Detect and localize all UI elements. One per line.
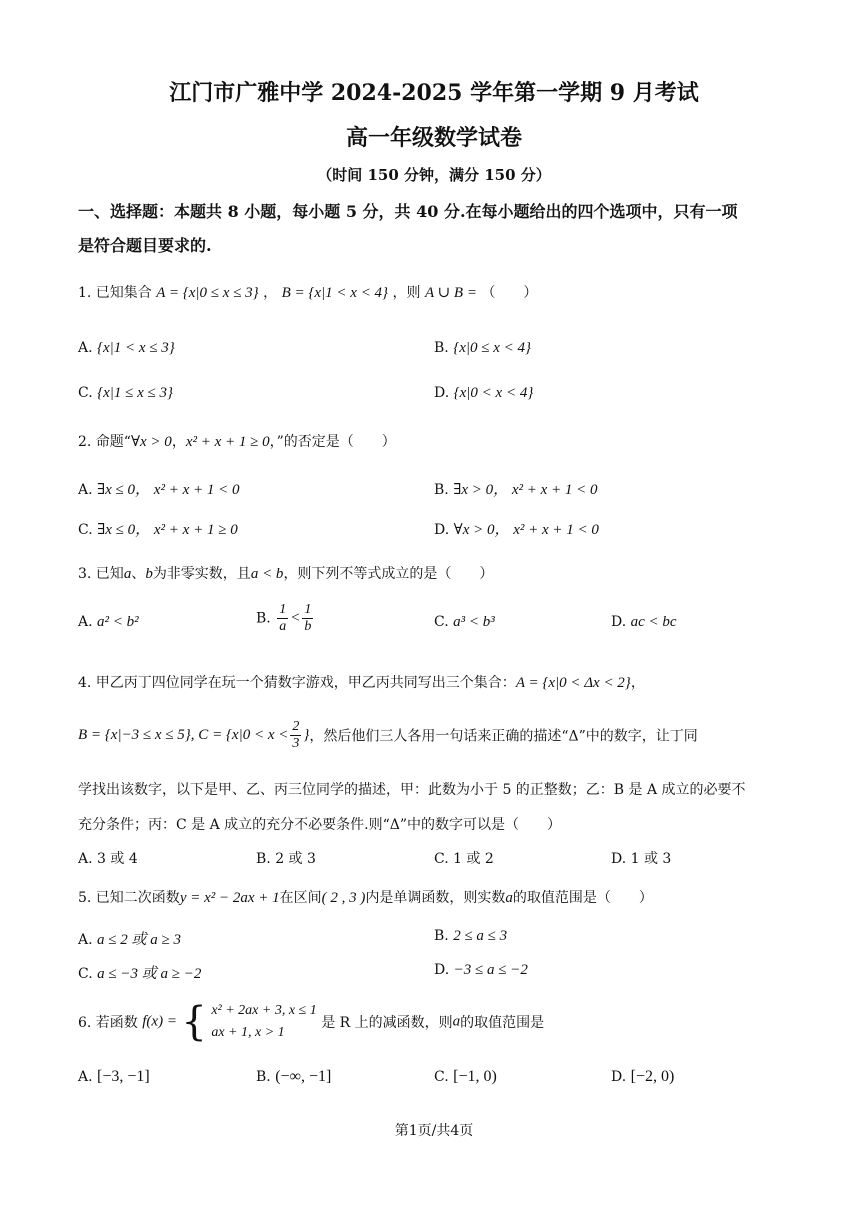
numerator: 1	[304, 602, 312, 617]
option-value: ∃x > 0， x² + x + 1 < 0	[453, 482, 598, 498]
less-than: <	[290, 610, 301, 626]
q2-option-b	[434, 478, 598, 499]
q3-condition: a < b	[250, 566, 284, 582]
q4-line1: 4. 甲乙丙丁四位同学在玩一个猜数字游戏，甲乙丙共同写出三个集合：	[78, 675, 516, 691]
q3-mid: 、	[131, 566, 146, 582]
q6-function-name: f(x) =	[142, 1013, 177, 1030]
q3-prefix: 3. 已知	[78, 566, 124, 582]
option-value: a² < b²	[97, 614, 139, 630]
q5-option-d	[434, 962, 528, 979]
q1-option-d	[434, 385, 533, 402]
option-value: ∃x ≤ 0， x² + x + 1 ≥ 0	[97, 522, 238, 538]
q6-option-d	[611, 1068, 674, 1086]
fraction	[290, 719, 301, 752]
q1-set-a: A = {x|0 ≤ x ≤ 3}	[156, 285, 259, 301]
option-label: C.	[434, 614, 449, 630]
denominator: 3	[292, 736, 300, 751]
q4-line2-text: ，然后他们三人各用一句话来正确的描述“Δ”中的数字，让丁同	[309, 728, 698, 745]
q5-mid2: 内是单调函数，则实数	[365, 890, 506, 906]
option-value: [−3, −1]	[97, 1068, 150, 1085]
q2-sep: ，	[171, 434, 186, 450]
section-heading: 一、选择题：本题共 8 小题，每小题 5 分，共 40 分.在每小题给出的四个选项中，只有一项	[78, 202, 738, 221]
page-number: 第1页/共4页	[394, 1123, 474, 1139]
question-4-line3: 学找出该数字，以下是甲、乙、丙三位同学的描述，甲：此数为小于 5 的正整数；乙：B 是 A 成立的必要不	[78, 782, 746, 798]
q3-option-b	[256, 602, 315, 635]
q6-cases	[211, 1000, 316, 1044]
q5-prefix: 5. 已知二次函数	[78, 890, 180, 906]
q1-ask: ，则	[392, 285, 421, 301]
exam-title: 江门市广雅中学 2024-2025 学年第一学期 9 月考试	[169, 80, 699, 106]
q3-var-b: b	[145, 566, 153, 582]
option-label: D.	[434, 962, 450, 978]
q3-option-d	[611, 614, 677, 631]
option-label: C.	[78, 385, 93, 401]
q5-option-b	[434, 928, 507, 945]
option-label: C.	[78, 966, 93, 982]
q1-set-b: B = {x|1 < x < 4}	[281, 285, 389, 301]
option-label: B.	[256, 1069, 271, 1085]
q4-set-b-c: B = {x|−3 ≤ x ≤ 5}, C = {x|0 < x <	[78, 727, 289, 743]
q2-option-c	[78, 518, 238, 539]
question-2	[78, 431, 396, 451]
option-value: {x|1 < x ≤ 3}	[97, 340, 175, 356]
exam-time-note: （时间 150 分钟，满分 150 分）	[317, 166, 551, 184]
q5-option-a	[78, 928, 181, 949]
q1-option-b	[434, 340, 531, 357]
option-label: C.	[434, 1069, 449, 1085]
q6-var-a: a	[452, 1013, 461, 1030]
question-6	[78, 1000, 544, 1044]
q6-option-b	[256, 1068, 331, 1086]
numerator: 1	[279, 602, 287, 617]
q2-inequality: x² + x + 1 ≥ 0	[185, 434, 270, 450]
q5-option-c	[78, 962, 201, 983]
q5-interval: ( 2 , 3 )	[321, 890, 366, 906]
option-value: {x|1 ≤ x ≤ 3}	[97, 385, 174, 401]
exam-subtitle: 高一年级数学试卷	[345, 125, 522, 151]
q6-option-a	[78, 1068, 150, 1086]
q1-option-c	[78, 385, 173, 402]
option-value: [−1, 0)	[453, 1068, 497, 1085]
q4-set-c-end: }	[303, 727, 310, 743]
option-value: [−2, 0)	[630, 1068, 675, 1085]
left-brace-icon: {	[181, 999, 207, 1045]
q4-comma: ，	[630, 675, 645, 691]
q4-option-c: C. 1 或 2	[434, 851, 494, 867]
question-4	[78, 672, 645, 692]
q4-option-a: A. 3 或 4	[78, 851, 138, 867]
q5-mid: 在区间	[279, 890, 322, 906]
option-label: D.	[611, 614, 627, 630]
q6-case-1: x² + 2ax + 3, x ≤ 1	[211, 1003, 317, 1018]
option-value: a ≤ −3 或 a ≥ −2	[97, 966, 202, 982]
fraction	[277, 602, 288, 635]
option-label: B.	[434, 482, 449, 498]
question-1	[78, 282, 537, 302]
option-label: D.	[434, 385, 450, 401]
q2-option-d	[434, 518, 599, 539]
option-label: A.	[78, 1069, 93, 1085]
option-value: 2 ≤ a ≤ 3	[453, 928, 508, 944]
q3-option-c	[434, 614, 495, 631]
q1-sep: ，	[263, 285, 278, 301]
q6-case-2: ax + 1, x > 1	[211, 1025, 285, 1040]
q2-prefix: 2. 命题“	[78, 434, 131, 450]
option-value: {x|0 < x < 4}	[453, 385, 534, 401]
option-value: ac < bc	[630, 614, 677, 630]
question-5	[78, 887, 653, 907]
option-label: A.	[78, 932, 93, 948]
option-value: a³ < b³	[453, 614, 495, 630]
q1-prefix: 1. 已知集合	[78, 285, 152, 301]
q5-suffix: 的取值范围是（ ）	[512, 890, 653, 906]
q4-option-b: B. 2 或 3	[256, 851, 316, 867]
q5-function: y = x² − 2ax + 1	[179, 890, 280, 906]
q3-mid2: 为非零实数，且	[152, 566, 251, 582]
q6-suffix2: 的取值范围是	[460, 1015, 545, 1031]
option-value: a ≤ 2 或 a ≥ 3	[97, 932, 181, 948]
denominator: b	[304, 619, 312, 634]
question-3	[78, 563, 493, 583]
option-label: B.	[256, 610, 271, 627]
q2-suffix: ，”的否定是（ ）	[269, 434, 396, 450]
option-label: B.	[434, 340, 449, 356]
q1-expr: A ∪ B =	[424, 285, 477, 301]
option-value: (−∞, −1]	[275, 1068, 332, 1085]
option-label: A.	[78, 340, 93, 356]
option-value: −3 ≤ a ≤ −2	[453, 962, 528, 978]
q2-quantifier: ∀x > 0	[130, 434, 172, 450]
q3-option-a	[78, 614, 139, 631]
option-label: D.	[434, 522, 450, 538]
q5-var-a: a	[505, 890, 513, 906]
question-4-line2	[78, 719, 698, 752]
q1-option-a	[78, 340, 175, 357]
denominator: a	[279, 619, 287, 634]
option-label: C.	[78, 522, 93, 538]
q3-var-a: a	[123, 566, 132, 582]
option-value: ∃x ≤ 0， x² + x + 1 < 0	[97, 482, 240, 498]
q4-option-d: D. 1 或 3	[611, 851, 672, 867]
option-label: B.	[434, 928, 449, 944]
q4-set-a: A = {x|0 < Δx < 2}	[515, 675, 631, 691]
q1-paren: （ ）	[481, 285, 538, 301]
numerator: 2	[292, 719, 300, 734]
fraction	[302, 602, 313, 635]
option-label: A.	[78, 482, 93, 498]
section-heading-cont: 是符合题目要求的.	[78, 236, 212, 255]
q6-option-c	[434, 1068, 497, 1086]
q2-option-a	[78, 478, 239, 499]
option-value: {x|0 ≤ x < 4}	[453, 340, 531, 356]
q6-suffix: 是 R 上的减函数，则	[321, 1015, 453, 1031]
q3-suffix: ，则下列不等式成立的是（ ）	[283, 566, 494, 582]
q6-prefix: 6. 若函数	[78, 1015, 138, 1031]
option-value: ∀x > 0， x² + x + 1 < 0	[453, 522, 599, 538]
option-label: A.	[78, 614, 93, 630]
option-label: D.	[611, 1069, 627, 1085]
question-4-line4: 充分条件；丙：C 是 A 成立的充分不必要条件.则“Δ”中的数字可以是（ ）	[78, 817, 562, 833]
